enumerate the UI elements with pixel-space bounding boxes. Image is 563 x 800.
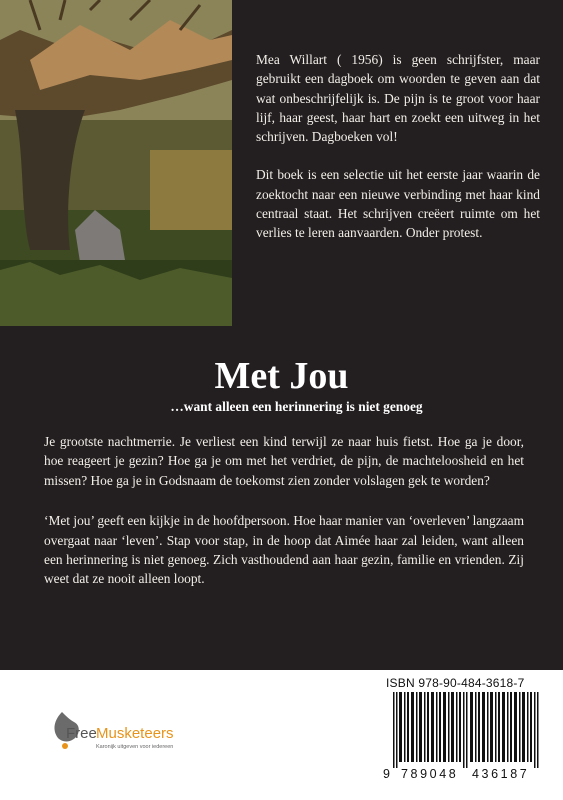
blurb (44, 432, 524, 610)
publisher-tagline: Karonijk uitgeven voor iedereen (96, 744, 174, 750)
author-intro (256, 50, 540, 262)
intro-paragraph-1: Mea Willart ( 1956) is geen schrijfster, maar gebruikt een dagboek om woorden te geven aan dat wat onbeschrijfelijk is. De pijn is te groot voor haar lijf, haar geest, haar hart en zoekt een uitweg in het schrijven. Dagboeken vol! (256, 52, 540, 145)
barcode-bars (383, 692, 556, 768)
book-title: Met Jou (214, 355, 349, 397)
cover-photo-fallen-tree (0, 0, 232, 326)
publisher-name-free: Free (66, 725, 97, 742)
isbn-digits-left: 789048 (401, 767, 459, 781)
isbn-digits-right: 436187 (472, 767, 530, 781)
blurb-paragraph-1: Je grootste nachtmerrie. Je verliest een kind terwijl ze naar huis fietst. Hoe ga je door, hoe reageert je gezin? Hoe ga je om met het verdriet, de pijn, de machteloosheid en het missen? Hoe ga je in Godsnaam de toekomst zien zonder volslagen gek te worden? (44, 434, 524, 488)
publisher-name-musketeers: Musketeers (96, 725, 174, 742)
book-subtitle: …want alleen een herinnering is niet genoeg (170, 399, 423, 414)
blurb-paragraph-2: ‘Met jou’ geeft een kijkje in de hoofdpersoon. Hoe haar manier van ‘overleven’ langzaam overgaat naar ‘leven’. Stap voor stap, in de hoop dat Aimée haar zal leiden, want alleen een herinnering is niet genoeg. Zich vasthoudend aan haar gezin, familie en vrienden. Zij weet dat ze nooit alleen loopt. (44, 513, 524, 587)
intro-paragraph-2: Dit boek is een selectie uit het eerste jaar waarin de zoektocht naar een nieuwe verbinding met haar kind centraal staat. Het schrijven creëert ruimte om het verlies te leren aanvaarden. Onder protest. (256, 167, 540, 241)
publisher-logo (52, 710, 212, 770)
isbn-barcode (383, 676, 556, 786)
isbn-digit-first: 9 (383, 767, 390, 781)
isbn-label: ISBN 978-90-484-3618-7 (386, 676, 525, 690)
